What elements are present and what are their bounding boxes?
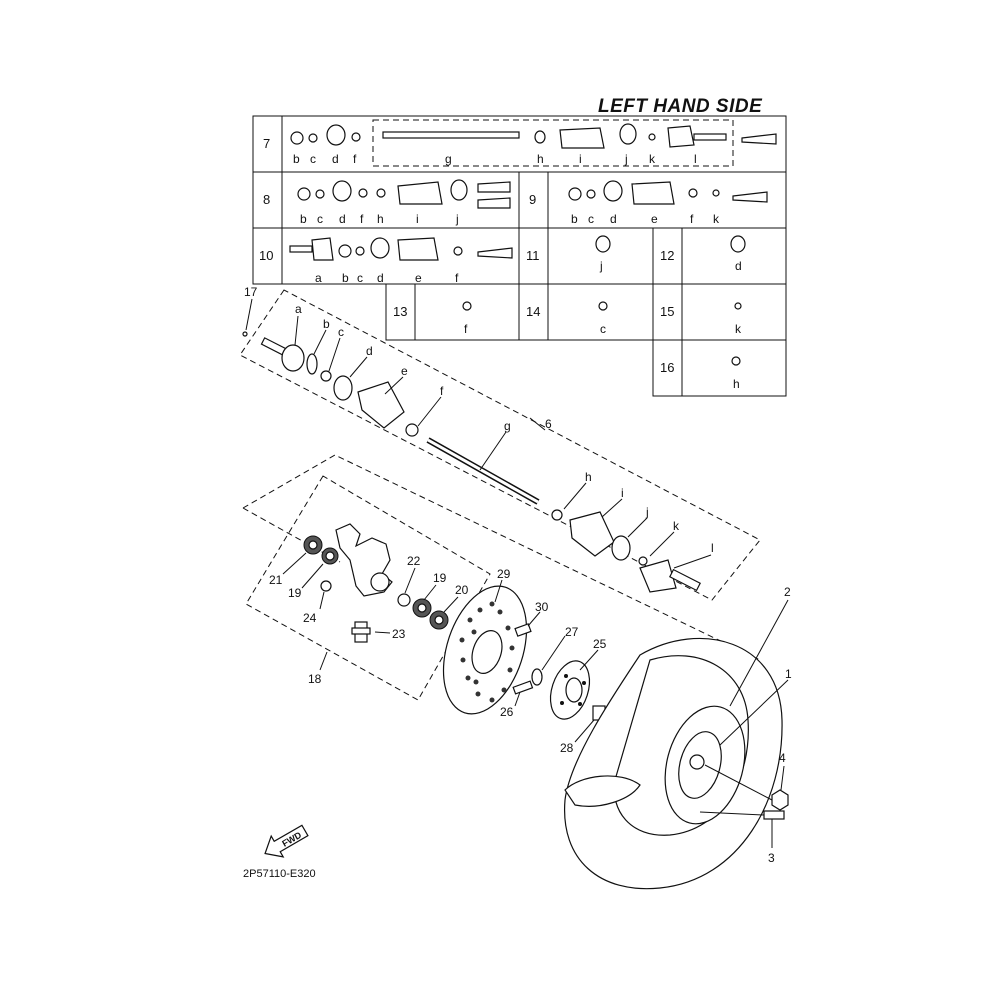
kit-table xyxy=(253,116,786,396)
callout-28: 28 xyxy=(560,741,574,755)
kit-15-letter: k xyxy=(735,322,741,336)
kit-9-letter-f: f xyxy=(690,212,694,226)
callout-4: 4 xyxy=(779,751,786,765)
fwd-arrow-icon xyxy=(259,820,311,864)
kit-11-letter: j xyxy=(600,259,603,273)
wheel-hub xyxy=(544,656,597,724)
shaft-letter-e: e xyxy=(401,364,408,378)
callout-20: 20 xyxy=(455,583,469,597)
diagram-title: LEFT HAND SIDE xyxy=(598,96,763,117)
kit-8-letter-h: h xyxy=(377,212,384,226)
kit-13-letter: f xyxy=(464,322,468,336)
shaft-letter-i: i xyxy=(621,486,624,500)
kit-7-parts xyxy=(291,124,776,148)
shaft-letter-l: l xyxy=(711,541,714,555)
callout-18: 18 xyxy=(308,672,322,686)
kit-8-letter-f: f xyxy=(360,212,364,226)
kit-7-letter-j: j xyxy=(625,152,628,166)
callout-21: 21 xyxy=(269,573,283,587)
shaft-letter-b: b xyxy=(323,317,330,331)
callout-29: 29 xyxy=(497,567,511,581)
kit-7-letter-d: d xyxy=(332,152,339,166)
callout-23: 23 xyxy=(392,627,406,641)
kit-8-letter-j: j xyxy=(456,212,459,226)
callout-2: 2 xyxy=(784,585,791,599)
wheel-and-tire xyxy=(565,638,782,888)
shaft-letter-g: g xyxy=(504,419,511,433)
fwd-label: FWD xyxy=(280,829,304,849)
brake-disc xyxy=(428,575,541,724)
callout-19-right: 19 xyxy=(433,571,447,585)
kit-10-letter-a: a xyxy=(315,271,322,285)
kit-7-letter-k: k xyxy=(649,152,655,166)
kit-8-parts xyxy=(298,180,510,208)
callout-25: 25 xyxy=(593,637,607,651)
shaft-letter-k: k xyxy=(673,519,679,533)
shaft-letter-c: c xyxy=(338,325,344,339)
kit-number-15: 15 xyxy=(660,304,675,319)
callout-24: 24 xyxy=(303,611,317,625)
kit-10-letter-d: d xyxy=(377,271,384,285)
callout-19-left: 19 xyxy=(288,586,302,600)
kit-10-letter-b: b xyxy=(342,271,349,285)
kit-7-letter-c: c xyxy=(310,152,316,166)
callout-30: 30 xyxy=(535,600,549,614)
kit-number-13: 13 xyxy=(393,304,408,319)
kit-7-letter-b: b xyxy=(293,152,300,166)
kit-16-letter: h xyxy=(733,377,740,391)
shaft-letter-f: f xyxy=(440,384,444,398)
shaft-letter-a: a xyxy=(295,302,302,316)
kit-9-parts xyxy=(569,181,767,204)
shaft-letter-d: d xyxy=(366,344,373,358)
callout-6: 6 xyxy=(545,417,552,431)
kit-9-letter-c: c xyxy=(588,212,594,226)
kit-number-10: 10 xyxy=(259,248,274,263)
kit-number-8: 8 xyxy=(263,192,271,207)
kit-9-letter-k: k xyxy=(713,212,719,226)
kit-12-letter: d xyxy=(735,259,742,273)
kit-7-letter-l: l xyxy=(694,152,697,166)
kit-8-letter-i: i xyxy=(416,212,419,226)
callout-1: 1 xyxy=(785,667,792,681)
kit-10-parts xyxy=(290,238,512,260)
kit-7-letter-i: i xyxy=(579,152,582,166)
callout-17: 17 xyxy=(244,285,258,299)
kit-number-9: 9 xyxy=(529,192,537,207)
kit-10-letter-e: e xyxy=(415,271,422,285)
kit-8-letter-b: b xyxy=(300,212,307,226)
kit-number-16: 16 xyxy=(660,360,675,375)
diagram-code: 2P57110-E320 xyxy=(243,868,316,880)
kit-10-letter-c: c xyxy=(357,271,363,285)
kit-9-letter-e: e xyxy=(651,212,658,226)
callout-27: 27 xyxy=(565,625,579,639)
shaft-letter-h: h xyxy=(585,470,592,484)
kit-7-letter-f: f xyxy=(353,152,357,166)
kit-10-letter-f: f xyxy=(455,271,459,285)
shaft-letter-j: j xyxy=(646,505,649,519)
kit-8-letter-d: d xyxy=(339,212,346,226)
kit-7-letter-h: h xyxy=(537,152,544,166)
kit-number-11: 11 xyxy=(526,248,540,263)
kit-number-12: 12 xyxy=(660,248,675,263)
kit-14-letter: c xyxy=(600,322,606,336)
kit-7-letter-g: g xyxy=(445,152,452,166)
kit-number-7: 7 xyxy=(263,136,271,151)
knuckle-assembly xyxy=(304,524,448,642)
kit-9-letter-b: b xyxy=(571,212,578,226)
callout-3: 3 xyxy=(768,851,775,865)
kit-8-letter-c: c xyxy=(317,212,323,226)
kit-9-letter-d: d xyxy=(610,212,617,226)
callout-26: 26 xyxy=(500,705,514,719)
callout-22: 22 xyxy=(407,554,421,568)
kit-number-14: 14 xyxy=(526,304,541,319)
